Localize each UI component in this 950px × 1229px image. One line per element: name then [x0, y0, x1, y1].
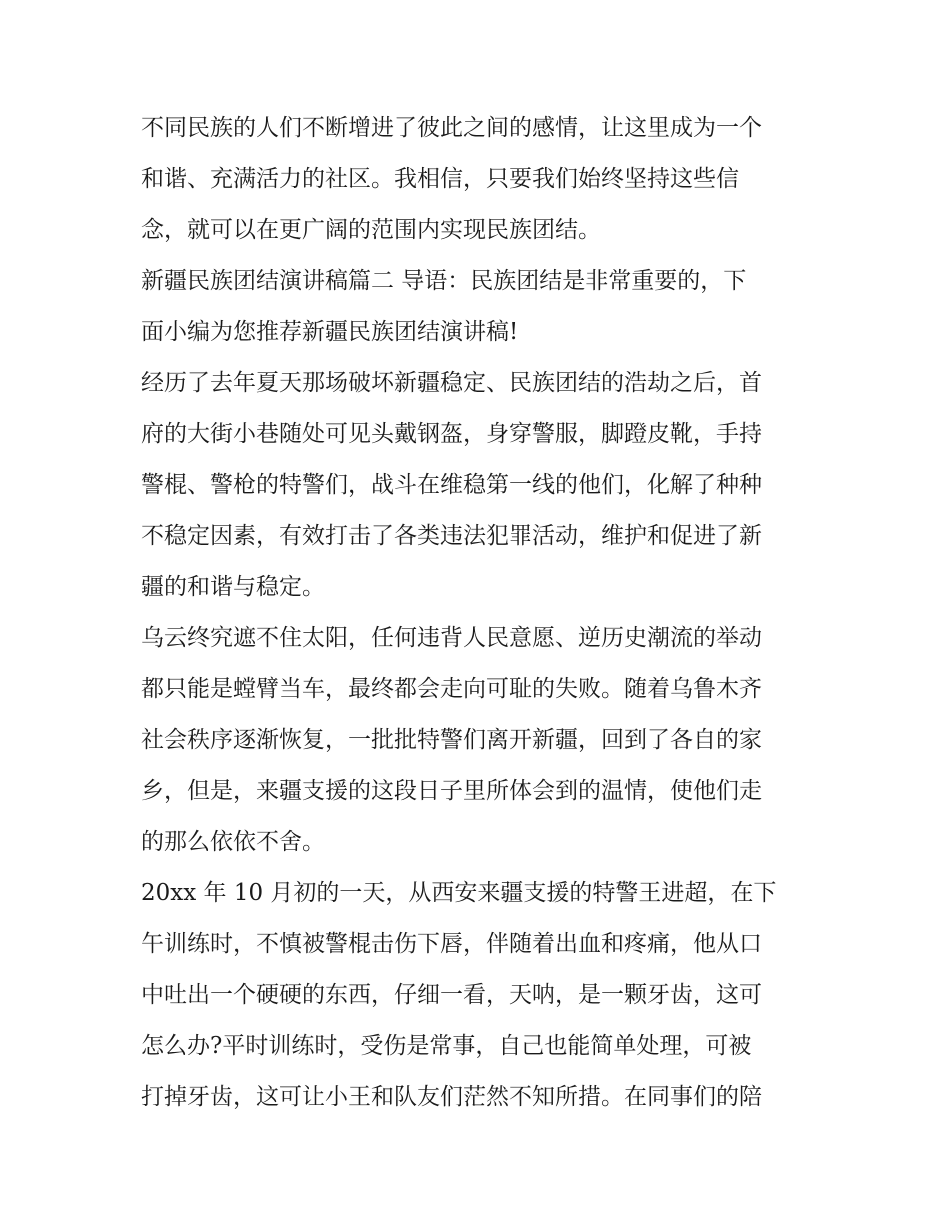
- text-line: 乌云终究遮不住太阳，任何违背人民意愿、逆历史潮流的举动: [141, 625, 762, 651]
- text-line: 念，就可以在更广阔的范围内实现民族团结。: [141, 217, 601, 243]
- text-line: 疆的和谐与稳定。: [141, 574, 325, 600]
- text-line: 都只能是螳臂当车，最终都会走向可耻的失败。随着乌鲁木齐: [141, 676, 762, 702]
- text-line: 打掉牙齿，这可让小王和队友们茫然不知所措。在同事们的陪: [141, 1084, 762, 1110]
- text-line: 20xx 年 10 月初的一天，从西安来疆支援的特警王进超，在下: [141, 880, 777, 906]
- text-line: 不稳定因素，有效打击了各类违法犯罪活动，维护和促进了新: [141, 523, 762, 549]
- text-line: 面小编为您推荐新疆民族团结演讲稿!: [141, 319, 519, 345]
- text-line: 怎么办?平时训练时，受伤是常事，自己也能简单处理，可被: [141, 1033, 752, 1059]
- text-line: 新疆民族团结演讲稿篇二 导语：民族团结是非常重要的，下: [141, 268, 747, 294]
- text-line: 府的大街小巷随处可见头戴钢盔，身穿警服，脚蹬皮靴，手持: [141, 421, 762, 447]
- text-line: 不同民族的人们不断增进了彼此之间的感情，让这里成为一个: [141, 115, 762, 141]
- text-line: 午训练时，不慎被警棍击伤下唇，伴随着出血和疼痛，他从口: [141, 931, 762, 957]
- text-line: 和谐、充满活力的社区。我相信，只要我们始终坚持这些信: [141, 166, 739, 192]
- text-line: 经历了去年夏天那场破坏新疆稳定、民族团结的浩劫之后，首: [141, 370, 762, 396]
- text-line: 乡，但是，来疆支援的这段日子里所体会到的温情，使他们走: [141, 778, 762, 804]
- document-body: [141, 103, 821, 1123]
- text-line: 警棍、警枪的特警们，战斗在维稳第一线的他们，化解了种种: [141, 472, 762, 498]
- text-line: 社会秩序逐渐恢复，一批批特警们离开新疆，回到了各自的家: [141, 727, 762, 753]
- text-line: 的那么依依不舍。: [141, 829, 325, 855]
- text-line: 中吐出一个硬硬的东西，仔细一看，天呐，是一颗牙齿，这可: [141, 982, 762, 1008]
